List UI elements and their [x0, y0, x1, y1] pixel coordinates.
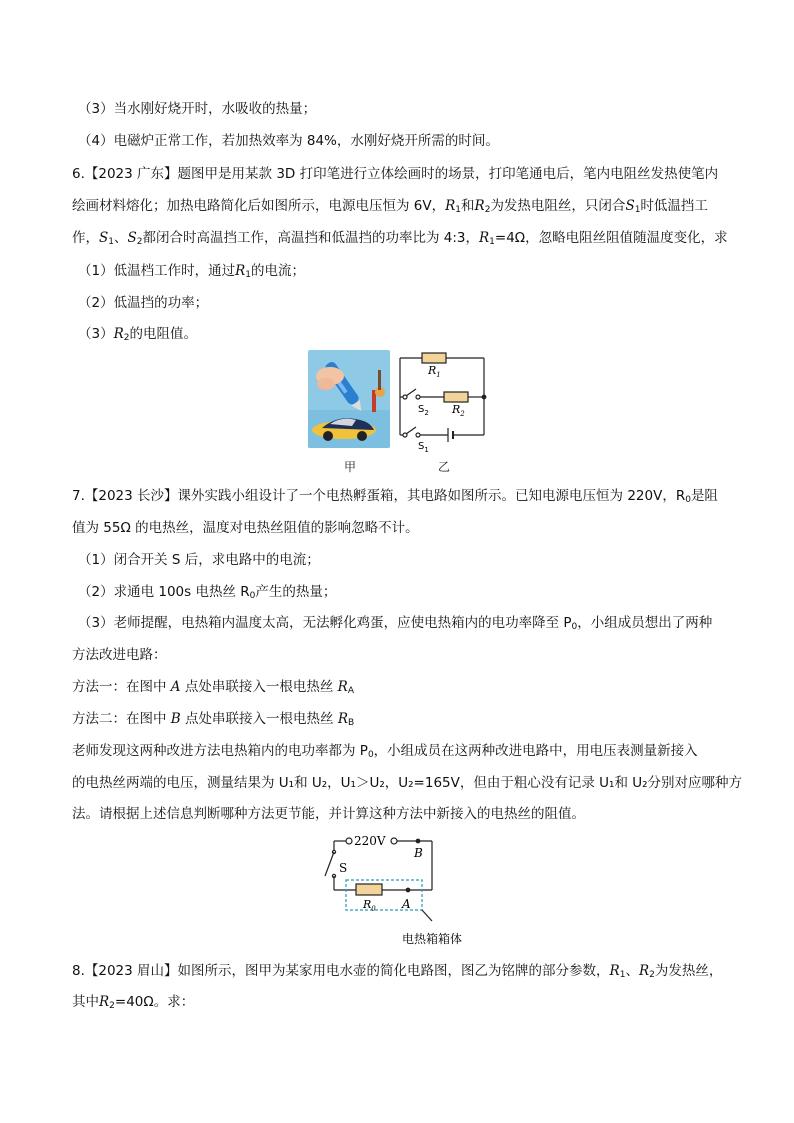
q6-question-2: （2）低温挡的功率；: [78, 295, 209, 311]
svg-text:220V: 220V: [354, 834, 386, 848]
q7-text-line3: 法。请根据上述信息判断哪种方法更节能，并计算这种方法中新接入的电热丝的阻值。: [72, 806, 585, 822]
r1-resistor: [422, 353, 446, 363]
q7-method-2: 方法二：在图中 B 点处串联接入一根电热丝 $R_B$: [72, 711, 355, 728]
svg-text:电热箱箱体: 电热箱箱体: [402, 932, 463, 946]
r2-resistor: [444, 392, 468, 402]
q7-question-3-cont: 方法改进电路：: [72, 647, 167, 663]
svg-text:R1: $R_1$: [428, 364, 441, 379]
figure-label-jia: 甲: [344, 460, 357, 474]
q6-stem-line1: 6.【2023 广东】题图甲是用某款 3D 打印笔进行立体绘画时的场景，打印笔通电后，笔内电阻丝发热使笔内: [72, 166, 719, 182]
q8-stem-line2: 其中$R_2=40\Omega$。求：: [72, 994, 195, 1011]
q5-part3: （3）当水刚好烧开时，水吸收的热量；: [78, 101, 317, 117]
svg-text:S1: $S_1$: [418, 441, 429, 454]
q6-circuit-diagram: [392, 348, 492, 454]
q7-method-1: 方法一：在图中 A 点处串联接入一根电热丝 $R_A$: [72, 679, 354, 696]
svg-text:R2: $R_2$: [452, 403, 465, 418]
q7-text-line1: 老师发现这两种改进方法电热箱内的电功率都为 $P_0$，小组成员在这两种改进电路中，用电压表测量新接入: [72, 743, 698, 760]
s2-switch: [406, 389, 416, 396]
svg-text:S2: $S_2$: [418, 404, 429, 417]
q6-question-3: $(3)R_2$的电阻值。: [78, 326, 197, 343]
q7-stem-line2: 值为 55Ω 的电热丝，温度对电热丝阻值的影响忽略不计。: [72, 520, 419, 536]
svg-text:B: B: [414, 846, 423, 860]
q5-part4: （4）电磁炉正常工作，若加热效率为 84%，水刚好烧开所需的时间。: [78, 133, 499, 149]
svg-text:A: A: [402, 897, 411, 911]
q7-stem-line1: 7.【2023 长沙】课外实践小组设计了一个电热孵蛋箱，其电路如图所示。已知电源电压恒为 220V，$R_0$是阻: [72, 488, 718, 505]
q7-question-1: （1）闭合开关 S 后，求电路中的电流；: [78, 552, 320, 568]
q6-question-1: （1）低温档工作时，通过$R_1$的电流；: [78, 263, 305, 280]
q7-question-2: （2）求通电 100s 电热丝 $R_0$产生的热量；: [78, 584, 337, 601]
r0-resistor: [356, 884, 382, 895]
figure-label-yi: 乙: [438, 460, 451, 474]
s-switch: [325, 852, 334, 876]
q7-question-3: （3）老师提醒，电热箱内温度太高，无法孵化鸡蛋，应使电热箱内的电功率降至 $P_0$，小组成员想出了两种: [78, 615, 713, 632]
q7-circuit-diagram: [310, 828, 490, 948]
q7-text-line2: 的电热丝两端的电压，测量结果为 U₁和 U₂，U₁＞U₂，U₂=165V，但由于粗心没有记录 U₁和 U₂分别对应哪种方: [72, 775, 743, 791]
q6-stem-line2: 绘画材料熔化；加热电路简化后如图所示，电源电压恒为 6V，$R_1$和$R_2$为发热电阻丝，只闭合$S_1$时低温挡工: [72, 198, 708, 215]
q8-stem-line1: 8.【2023 眉山】如图所示，图甲为某家用电水壶的简化电路图，图乙为铭牌的部分参数，$R_1$、$R_2$为发热丝，: [72, 963, 723, 980]
svg-text:R0: $R_0$: [363, 898, 376, 913]
svg-text:S: S: [339, 861, 348, 875]
s1-switch: [406, 427, 416, 434]
q6-stem-line3: 作，$S_1$、$S_2$都闭合时高温挡工作，高温挡和低温挡的功率比为 4:3，$R_1=4\Omega$，忽略电阻丝阻值随温度变化，求: [72, 230, 728, 247]
3d-pen-photo: [308, 350, 390, 448]
